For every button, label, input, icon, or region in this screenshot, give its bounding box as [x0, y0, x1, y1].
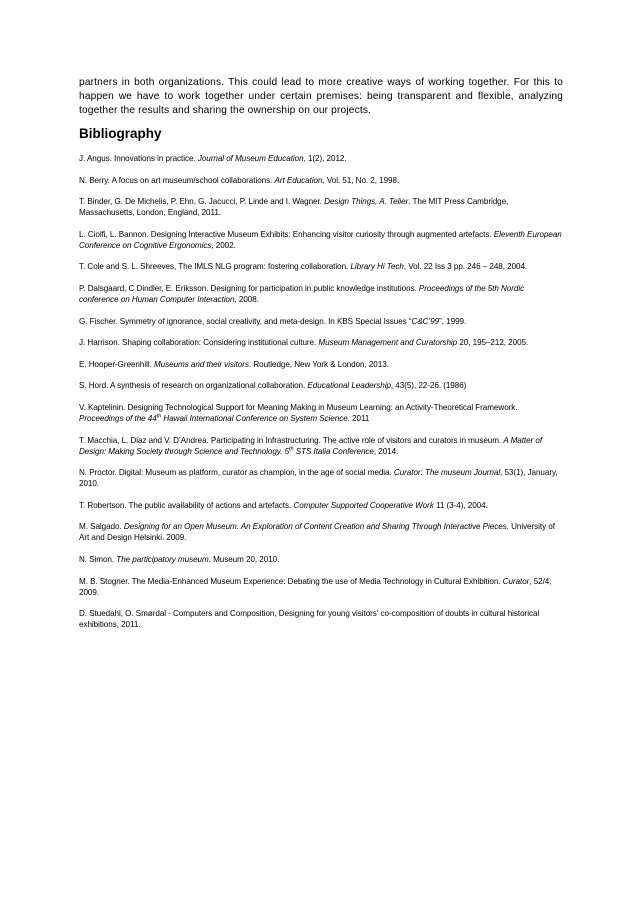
reference-item — [79, 359, 563, 370]
post: . The MIT Press Cambridge, Massachusetts, London, England, 2011. — [79, 197, 509, 218]
title_b: STS Italia Conference — [293, 446, 374, 456]
title: Library Hi Tech — [350, 262, 404, 272]
title: Curator — [502, 576, 530, 586]
title: C&C’99 — [411, 316, 440, 326]
title: Curator: The museum Journal — [393, 468, 501, 478]
pre: D. Stuedahl, O. Smørdal - Computers and Composition, Designing for young visitors’ co-composition of doubts in cultural historical exhibitions, 2011. — [79, 609, 540, 630]
title_a: Proceedings of the 44 — [79, 413, 157, 423]
post: , 43(5), 22-26. (1986) — [390, 381, 467, 391]
post: . 2011 — [347, 413, 370, 423]
title: Art Education — [274, 175, 323, 185]
reference-item — [79, 316, 563, 327]
pre: T. Macchia, L. Diaz and V. D’Andrea. Participating in Infrastructuring. The active role of visitors and curators in museum. — [79, 435, 504, 445]
post: , 1(2), 2012. — [303, 154, 347, 163]
post: 11 (3-4), 2004. — [433, 500, 488, 510]
post: , 2002. — [211, 240, 236, 250]
post: , 52/4, 2009. — [79, 576, 552, 597]
post: , 2014. — [373, 446, 399, 456]
pre: N. Simon. — [79, 554, 117, 564]
reference-item — [79, 500, 563, 511]
pre: T. Robertson. The public availability of actions and artefacts. — [79, 500, 294, 510]
pre: S. Hord. A synthesis of research on organizational collaboration. — [79, 381, 308, 391]
reference-item — [79, 576, 563, 598]
title_a: A Matter of Design: Making Society through Science and Technology. 5 — [79, 435, 543, 456]
post: . University of Art and Design Helsinki. 2009. — [79, 522, 555, 543]
reference-item — [79, 380, 563, 391]
title_b: Hawaii International Conference on System Science — [161, 413, 348, 423]
pre: J. Harrison. Shaping collaboration: Considering institutional culture. — [79, 338, 319, 348]
pre: E. Hooper-Greenhill. — [79, 359, 154, 369]
post: , 2008. — [234, 294, 259, 304]
reference-item — [79, 467, 563, 489]
pre: N. Proctor. Digital: Museum as platform, curator as champion, in the age of social media. — [79, 468, 394, 478]
pre: L. Ciolfi, L. Bannon. Designing Interactive Museum Exhibits: Enhancing visitor curiosity through augmented artefacts. — [79, 229, 494, 239]
document-page — [79, 76, 563, 641]
intro-paragraph: partners in both organizations. This could lead to more creative ways of working together. For this to happen we have to work together under certain premises: being transparent and flexible, analyzing together the results and sharing the ownership on our projects. — [79, 77, 563, 116]
title: Proceedings of the 5th Nordic conference on Human Computer Interaction — [79, 283, 525, 304]
pre: J. Angus. Innovations in practice. — [79, 154, 198, 163]
reference-item — [79, 153, 563, 164]
reference-item — [79, 337, 563, 348]
post: 20, 195–212, 2005. — [457, 338, 529, 348]
pre: M. Salgado. — [79, 522, 124, 532]
title: Educational Leadership — [307, 381, 391, 391]
reference-item — [79, 402, 563, 424]
reference-item — [79, 435, 563, 457]
post: , Vol. 51, No. 2, 1998. — [322, 175, 400, 185]
superscript: th — [289, 445, 294, 452]
title: Design Things, A. Telier — [324, 197, 409, 207]
title: Journal of Museum Education — [197, 154, 304, 163]
pre: P. Dalsgaard, C Dindler, E. Eriksson. Designing for participation in public knowledge institutions. — [79, 283, 419, 293]
reference-item — [79, 196, 563, 218]
pre: M. B. Stogner. The Media-Enhanced Museum Experience: Debating the use of Media Technology in Cultural Exhibition. — [79, 576, 503, 586]
title: Eleventh European Conference on Cognitive Ergonomics — [79, 229, 562, 250]
reference-item — [79, 521, 563, 543]
reference-item — [79, 283, 563, 305]
pre: T. Binder, G. De Michelis, P. Ehn, G. Jacucci, P. Linde and I. Wagner. — [79, 197, 325, 207]
reference-item — [79, 608, 563, 630]
post: . Routledge, New York & London, 2013. — [248, 359, 389, 369]
reference-list — [79, 153, 563, 630]
pre: G. Fischer. Symmetry of ignorance, social creativity, and meta-design. In KBS Special Issues “ — [79, 316, 412, 326]
reference-item — [79, 261, 563, 272]
post: , Vol. 22 Iss 3 pp. 246 – 248, 2004. — [403, 262, 528, 272]
reference-item — [79, 229, 563, 251]
title: The participatory museum — [116, 554, 209, 564]
reference-item — [79, 554, 563, 565]
pre: V. Kaptelinin. Designing Technological Support for Meaning Making in Museum Learning: an Activity-Theoretical Framework. — [79, 402, 518, 412]
post: , 53(1), January, 2010. — [79, 468, 558, 489]
reference-item — [79, 175, 563, 186]
reference-title — [79, 414, 348, 423]
bibliography-heading: Bibliography — [79, 126, 162, 141]
title: Computer Supported Cooperative Work — [293, 500, 434, 510]
title: Designing for an Open Museum. An Exploration of Content Creation and Sharing Through Interactive Pieces — [123, 522, 507, 532]
superscript: th — [156, 413, 162, 420]
pre: T. Cole and S. L. Shreeves, The IMLS NLG program: fostering collaboration. — [79, 262, 351, 272]
post: . Museum 20, 2010. — [208, 554, 280, 564]
title: Museums and their visitors — [153, 359, 249, 369]
pre: N. Berry. A focus on art museum/school collaborations. — [79, 175, 275, 185]
title: Museum Management and Curatorship — [318, 338, 458, 348]
post: ”, 1999. — [439, 316, 467, 326]
